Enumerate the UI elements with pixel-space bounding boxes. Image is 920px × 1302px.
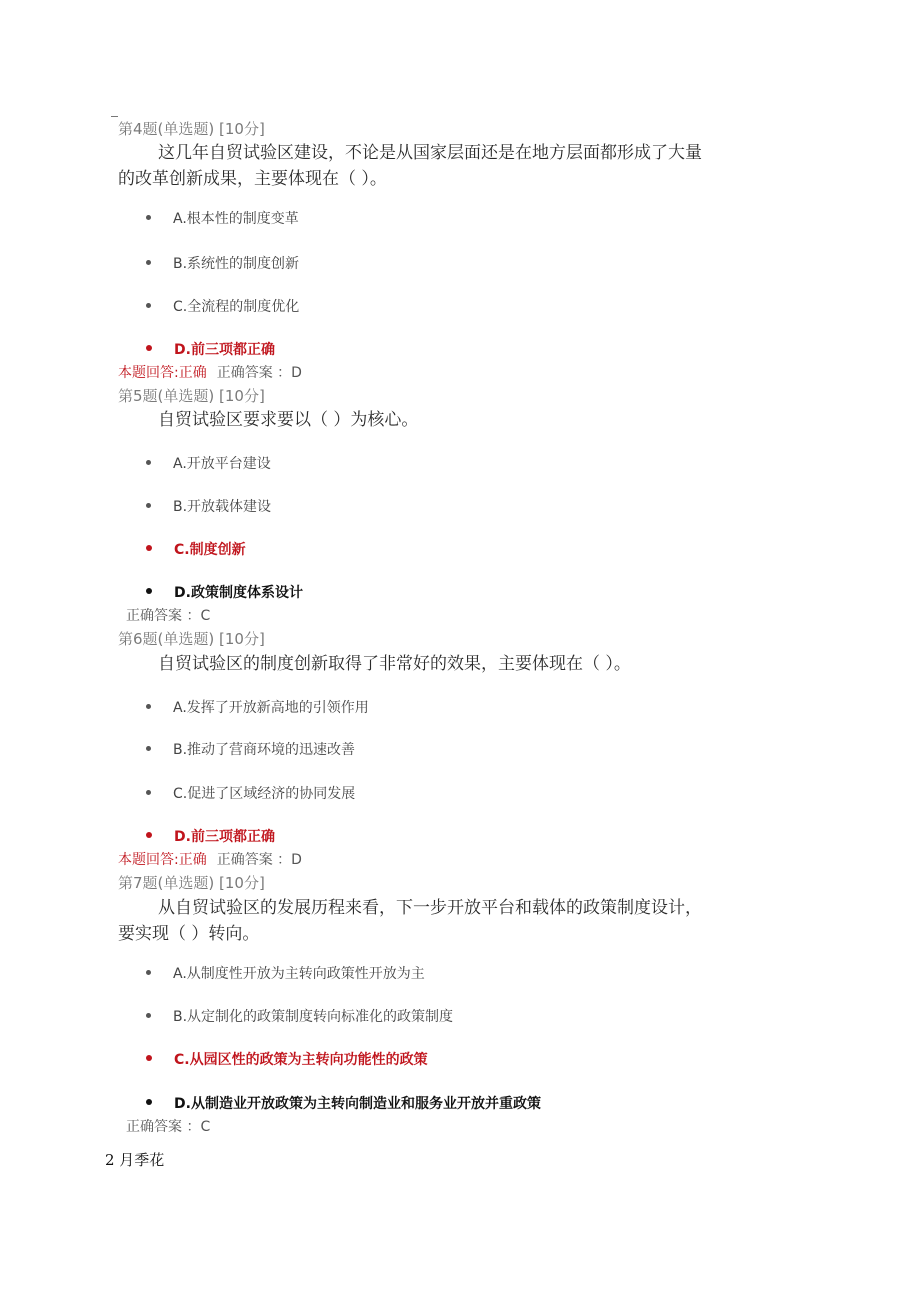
bullet-icon <box>146 260 151 265</box>
question-7-option-c-correct <box>146 1050 428 1070</box>
question-6-header: 第6题(单选题) [10分] <box>118 630 265 648</box>
option-label: B.系统性的制度创新 <box>173 256 300 272</box>
option-label: C.促进了区域经济的协同发展 <box>173 786 356 802</box>
option-label: C.全流程的制度优化 <box>173 299 300 315</box>
question-5-option-a <box>146 454 271 474</box>
bullet-icon <box>146 545 152 551</box>
bullet-icon <box>146 832 152 838</box>
bullet-icon <box>146 460 151 465</box>
question-4-header: 第4题(单选题) [10分] <box>118 120 265 138</box>
question-4-option-b <box>146 254 299 274</box>
question-5-option-d <box>146 583 303 603</box>
question-7-correct-answer: 正确答案 ：C <box>126 1119 211 1135</box>
question-7-header: 第7题(单选题) [10分] <box>118 874 265 892</box>
option-label: C.制度创新 <box>174 542 246 558</box>
question-5-header: 第5题(单选题) [10分] <box>118 387 265 405</box>
question-5-option-b <box>146 497 271 517</box>
page-footer: 2 月季花 <box>105 1151 165 1169</box>
question-5-option-c-correct <box>146 540 246 560</box>
question-5-stem <box>118 407 818 433</box>
option-label: D.政策制度体系设计 <box>174 585 303 601</box>
question-6-stem-line1: 自贸试验区的制度创新取得了非常好的效果，主要体现在（ ）。 <box>158 654 631 674</box>
question-7-stem-line2: 要实现（ ）转向。 <box>118 924 260 944</box>
question-5-correct-answer: 正确答案 ：C <box>126 608 211 624</box>
option-label: A.开放平台建设 <box>173 456 271 472</box>
divider-mark <box>111 116 118 117</box>
bullet-icon <box>146 588 152 594</box>
option-label: D.前三项都正确 <box>174 829 275 845</box>
question-4-stem-line1: 这几年自贸试验区建设，不论是从国家层面还是在地方层面都形成了大量 <box>158 143 702 163</box>
result-status: 本题回答:正确 <box>118 852 207 868</box>
correct-answer: 正确答案 ：D <box>216 852 302 868</box>
question-7-stem-line1: 从自贸试验区的发展历程来看，下一步开放平台和载体的政策制度设计， <box>158 898 702 918</box>
option-label: B.推动了营商环境的迅速改善 <box>173 742 356 758</box>
question-7-stem <box>118 895 818 947</box>
bullet-icon <box>146 746 151 751</box>
question-6-option-c <box>146 784 355 804</box>
option-label: A.发挥了开放新高地的引领作用 <box>173 700 369 716</box>
bullet-icon <box>146 1013 151 1018</box>
question-6-option-b <box>146 740 355 760</box>
option-label: B.开放载体建设 <box>173 499 272 515</box>
bullet-icon <box>146 503 151 508</box>
question-6-option-a <box>146 698 369 718</box>
option-label: A.根本性的制度变革 <box>173 211 299 227</box>
question-4-option-c <box>146 297 299 317</box>
question-7-option-b <box>146 1007 453 1027</box>
question-4-result <box>118 363 302 383</box>
bullet-icon <box>146 704 151 709</box>
option-label: D.从制造业开放政策为主转向制造业和服务业开放并重政策 <box>174 1096 541 1112</box>
bullet-icon <box>146 215 151 220</box>
bullet-icon <box>146 345 152 351</box>
bullet-icon <box>146 970 151 975</box>
question-4-option-a <box>146 209 299 229</box>
bullet-icon <box>146 303 151 308</box>
question-4-option-d-correct <box>146 340 275 360</box>
question-5-stem-line1: 自贸试验区要求要以（ ）为核心。 <box>158 410 419 430</box>
option-label: D.前三项都正确 <box>174 342 275 358</box>
question-4-stem <box>118 140 818 192</box>
question-7-option-a <box>146 964 425 984</box>
option-label: C.从园区性的政策为主转向功能性的政策 <box>174 1052 428 1068</box>
question-6-option-d-correct <box>146 827 275 847</box>
option-label: B.从定制化的政策制度转向标准化的政策制度 <box>173 1009 454 1025</box>
bullet-icon <box>146 790 151 795</box>
correct-answer: 正确答案 ：D <box>216 365 302 381</box>
bullet-icon <box>146 1099 152 1105</box>
question-6-result <box>118 850 302 870</box>
question-4-stem-line2: 的改革创新成果，主要体现在（ ）。 <box>118 169 387 189</box>
option-label: A.从制度性开放为主转向政策性开放为主 <box>173 966 425 982</box>
question-7-option-d <box>146 1094 541 1114</box>
result-status: 本题回答:正确 <box>118 365 207 381</box>
bullet-icon <box>146 1055 152 1061</box>
question-6-stem <box>118 651 818 677</box>
